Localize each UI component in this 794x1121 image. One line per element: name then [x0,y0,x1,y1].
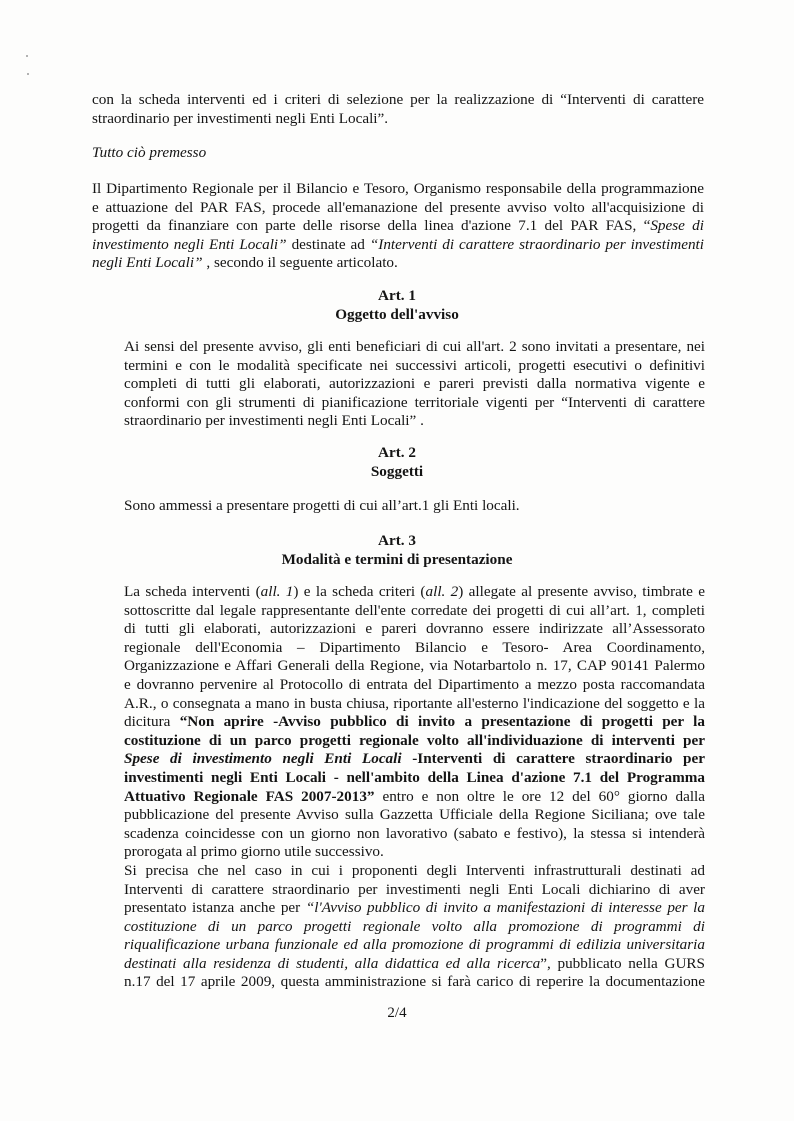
intro-paragraph [92,91,704,128]
page-number: 2/4 [387,1005,407,1021]
art1-paragraph: Ai sensi del presente avviso, gli enti beneficiari di cui all'art. 2 sono invitati a presentare, nei termini e con le modalità specificate nei successivi articoli, progetti esecutivi o definitivi completi di tutti gli elaborati, autorizzazioni e pareri previsti dalla normativa vigente e conformi con gli strumenti di pianificazione territoriale vigenti per “Interventi di carattere straordinario per investimenti negli Enti Locali” . [124,338,705,430]
premesso-text: Tutto ciò premesso [92,144,207,161]
art3-paragraph: La scheda interventi (all. 1) e la scheda criteri (all. 2) allegate al presente avviso, timbrate e sottoscritte dal legale rappresentante dell'ente corredate dei progetti di cui all’art. 1, completi di tutti gli elaborati, autorizzazioni e pareri dovranno essere indirizzate all’Assessorato regionale dell'Economia – Dipartimento Bilancio e Tesoro- Area Coordinamento, Organizzazione e Affari Generali della Regione, via Notarbartolo n. 17, CAP 90141 Palermo e dovranno pervenire al Protocollo di entrata del Dipartimento a mezzo posta raccomandata A.R., o consegnata a mano in busta chiusa, riportante all'esterno l'indicazione del soggetto e la dicitura “Non aprire -Avviso pubblico di invito a presentazione di progetti per la costituzione di un parco progetti regionale volto all'individuazione di interventi per Spese di investimento negli Enti Locali -Interventi di carattere straordinario per investimenti negli Enti Locali - nell'ambito della Linea d'azione 7.1 del Programma Attuativo Regionale FAS 2007-2013” entro e non oltre le ore 12 del 60° giorno dalla pubblicazione del presente Avviso sulla Gazzetta Ufficiale della Regione Siciliana; ove tale scadenza coincidesse con un giorno non lavorativo (sabato e festivo), la stessa si intenderà prorogata al primo giorno utile successivo. Si precisa che nel caso in cui i proponenti degli Interventi infrastrutturali destinati ad Interventi di carattere straordinario per investimenti negli Enti Locali dichiarino di aver presentato istanza anche per “l'Avviso pubblico di invito a manifestazioni di interesse per la costituzione di un parco progetti regionale volto alla promozione di programmi di riqualificazione urbana funzionale ed alla promozione di programmi di edilizia universitaria destinati alla residenza di studenti, alla didattica ed alla ricerca”, pubblicato nella GURS n.17 del 17 aprile 2009, questa amministrazione si farà carico di reperire la documentazione [124,583,706,991]
dipartimento-paragraph: Il Dipartimento Regionale per il Bilancio e Tesoro, Organismo responsabile della programmazione e attuazione del PAR FAS, procede all'emanazione del presente avviso volto all'acquisizione di progetti da finanziare con parte delle risorse della linea d'azione 7.1 del PAR FAS, “Spese di investimento negli Enti Locali” destinate ad “Interventi di carattere straordinario per investimenti negli Enti Locali” , secondo il seguente articolato. [92,180,704,272]
art1-title: Oggetto dell'avviso [335,306,459,323]
intro-line: straordinario per investimenti negli Enti Locali”. [92,109,389,127]
art2-paragraph: Sono ammessi a presentare progetti di cui all’art.1 gli Enti locali. [124,497,520,514]
art3-title: Modalità e termini di presentazione [281,551,513,568]
art1-number: Art. 1 [378,287,416,304]
intro-line: con la scheda interventi ed i criteri di selezione per la realizzazione di “Interventi di carattere [92,91,704,108]
art2-title: Soggetti [370,463,424,480]
art2-number: Art. 2 [378,444,416,461]
art3-number: Art. 3 [378,532,416,549]
